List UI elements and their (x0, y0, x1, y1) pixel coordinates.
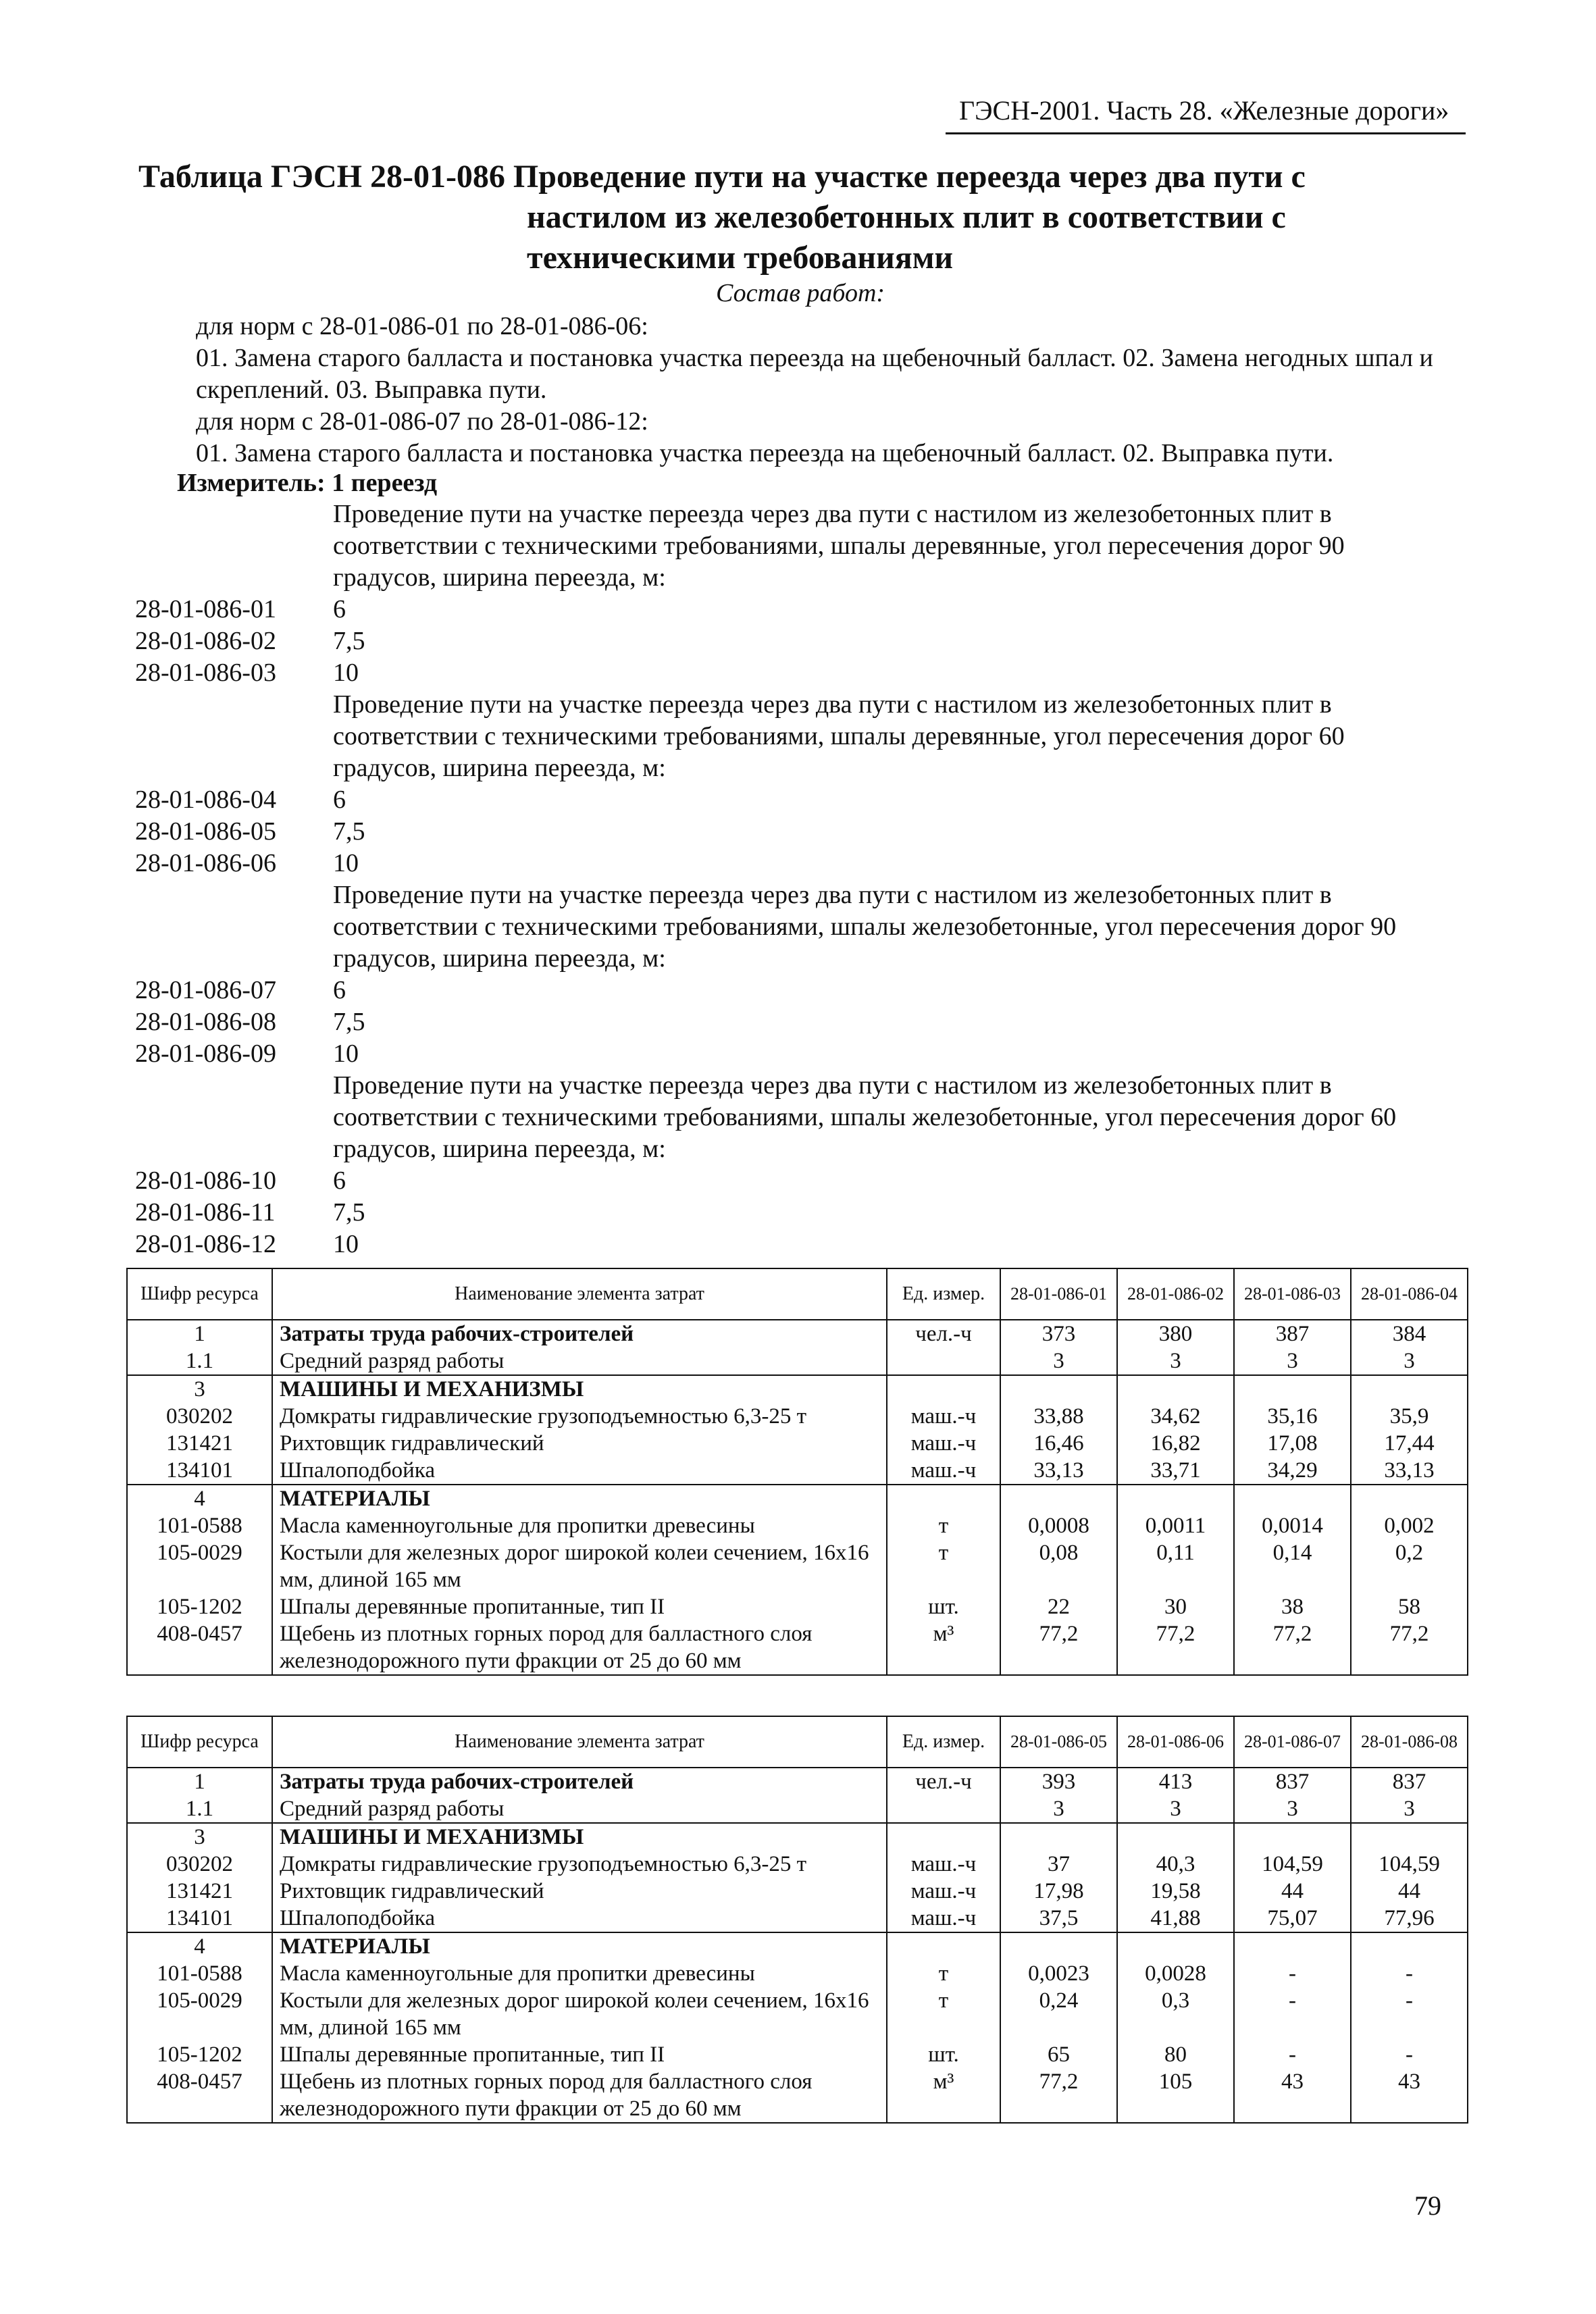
value-cell: 3 (1000, 1347, 1117, 1375)
value-cell: 33,13 (1351, 1457, 1468, 1485)
norm-width: 10 (333, 1230, 359, 1258)
unit-cell: маш.-ч (887, 1851, 1000, 1878)
resource-name-cell: Затраты труда рабочих-строителей (272, 1768, 887, 1795)
value-cell: 43 (1351, 2068, 1468, 2123)
value-cell: 77,2 (1117, 1620, 1234, 1675)
value-cell: 35,9 (1351, 1403, 1468, 1430)
norm-row (135, 784, 365, 816)
value-cell: 37 (1000, 1851, 1117, 1878)
resource-name-cell: Затраты труда рабочих-строителей (272, 1320, 887, 1347)
unit-cell: чел.-ч (887, 1768, 1000, 1795)
norm-code: 28-01-086-12 (135, 1230, 276, 1258)
resource-table-1 (126, 1268, 1468, 1676)
resource-code-cell: 3 (127, 1823, 272, 1851)
resource-code-cell: 4 (127, 1485, 272, 1512)
unit-cell: маш.-ч (887, 1403, 1000, 1430)
value-cell: 3 (1117, 1347, 1234, 1375)
unit-cell: т (887, 1539, 1000, 1593)
resource-code-cell: 105-0029 (127, 1539, 272, 1593)
table-row (127, 1539, 1468, 1593)
table-row (127, 1823, 1468, 1851)
value-cell: - (1234, 2041, 1351, 2068)
resource-code-cell: 1 (127, 1768, 272, 1795)
unit-cell: маш.-ч (887, 1878, 1000, 1905)
value-cell (1000, 1823, 1117, 1851)
resource-code-cell: 030202 (127, 1403, 272, 1430)
norm-width: 7,5 (333, 1008, 365, 1036)
resource-name-cell: Рихтовщик гидравлический (272, 1430, 887, 1457)
value-cell: 104,59 (1234, 1851, 1351, 1878)
resource-code-cell: 3 (127, 1375, 272, 1403)
resource-name-cell: Масла каменноугольные для пропитки древесины (272, 1960, 887, 1987)
title-line-1: Таблица ГЭСН 28-01-086 Проведение пути на участке переезда через два пути с (138, 159, 1306, 195)
norm-row (135, 594, 365, 625)
unit-cell: шт. (887, 1593, 1000, 1620)
unit-cell: маш.-ч (887, 1430, 1000, 1457)
value-cell: 384 (1351, 1320, 1468, 1347)
table-body (127, 1320, 1468, 1675)
value-cell: 30 (1117, 1593, 1234, 1620)
resource-code-cell: 105-0029 (127, 1987, 272, 2041)
table-row (127, 1768, 1468, 1795)
table-row (127, 1851, 1468, 1878)
resource-code-cell: 408-0457 (127, 1620, 272, 1675)
unit-cell: м³ (887, 2068, 1000, 2123)
works-description (128, 311, 1472, 469)
norm-width: 7,5 (333, 1198, 365, 1227)
value-cell (1351, 1485, 1468, 1512)
norm-row (135, 1165, 365, 1197)
resource-code-cell: 1 (127, 1320, 272, 1347)
resource-name-cell: Щебень из плотных горных пород для балластного слоя железнодорожного пути фракции от 25 до 60 мм (272, 1620, 887, 1675)
header-rule (946, 132, 1466, 134)
value-cell: 3 (1234, 1795, 1351, 1823)
resource-code-cell: 030202 (127, 1851, 272, 1878)
unit-cell (887, 1375, 1000, 1403)
value-cell (1117, 1823, 1234, 1851)
norm-row (135, 848, 365, 879)
value-cell: 0,08 (1000, 1539, 1117, 1593)
header-norm-column: 28-01-086-03 (1234, 1268, 1351, 1320)
norm-width: 6 (333, 976, 346, 1004)
value-cell (1234, 1485, 1351, 1512)
norm-width: 10 (333, 659, 359, 687)
norm-list-1 (135, 594, 365, 689)
value-cell: 22 (1000, 1593, 1117, 1620)
norm-width: 10 (333, 1039, 359, 1068)
value-cell: 77,2 (1234, 1620, 1351, 1675)
value-cell: 0,0008 (1000, 1512, 1117, 1539)
norm-code: 28-01-086-03 (135, 659, 276, 687)
value-cell: 34,29 (1234, 1457, 1351, 1485)
norm-description-2: Проведение пути на участке переезда через два пути с настилом из железобетонных плит в соответствии с техническими требованиями, шпалы деревянные, угол пересечения дорог 60 градусов, ширина переезда, м: (333, 690, 1345, 782)
resource-name-cell: МАШИНЫ И МЕХАНИЗМЫ (272, 1375, 887, 1403)
unit-cell (887, 1485, 1000, 1512)
table-row (127, 2041, 1468, 2068)
header-norm-column: 28-01-086-05 (1000, 1716, 1117, 1768)
norm-row (135, 1229, 365, 1260)
norm-row (135, 1006, 365, 1038)
resource-name-cell: МАТЕРИАЛЫ (272, 1485, 887, 1512)
value-cell: 33,13 (1000, 1457, 1117, 1485)
value-cell: 40,3 (1117, 1851, 1234, 1878)
value-cell: 0,002 (1351, 1512, 1468, 1539)
table-row (127, 1430, 1468, 1457)
value-cell: 0,0011 (1117, 1512, 1234, 1539)
value-cell: 0,0028 (1117, 1960, 1234, 1987)
norm-code: 28-01-086-09 (135, 1039, 276, 1068)
value-cell: 0,0023 (1000, 1960, 1117, 1987)
unit-cell (887, 1795, 1000, 1823)
resource-code-cell: 131421 (127, 1878, 272, 1905)
resource-table-2 (126, 1716, 1468, 2124)
value-cell (1234, 1932, 1351, 1960)
table-row (127, 1960, 1468, 1987)
value-cell: 17,08 (1234, 1430, 1351, 1457)
table-row (127, 1347, 1468, 1375)
header-code: Шифр ресурса (127, 1716, 272, 1768)
norm-list-4 (135, 1165, 365, 1260)
value-cell (1351, 1375, 1468, 1403)
value-cell: 104,59 (1351, 1851, 1468, 1878)
value-cell (1234, 1823, 1351, 1851)
works-group1-text (128, 342, 1472, 406)
value-cell: 0,11 (1117, 1539, 1234, 1593)
value-cell: 0,0014 (1234, 1512, 1351, 1539)
resource-code-cell: 134101 (127, 1457, 272, 1485)
norm-code: 28-01-086-08 (135, 1008, 276, 1036)
norm-row (135, 1197, 365, 1229)
unit-cell: шт. (887, 2041, 1000, 2068)
value-cell: 37,5 (1000, 1905, 1117, 1932)
value-cell: - (1351, 1960, 1468, 1987)
resource-name-cell: Шпалы деревянные пропитанные, тип II (272, 1593, 887, 1620)
norm-row (135, 1038, 365, 1070)
resource-code-cell: 4 (127, 1932, 272, 1960)
value-cell: 387 (1234, 1320, 1351, 1347)
table-body (127, 1768, 1468, 2123)
norm-width: 6 (333, 1166, 346, 1195)
resource-name-cell: Костыли для железных дорог широкой колеи сечением, 16х16 мм, длиной 165 мм (272, 1539, 887, 1593)
norm-code: 28-01-086-11 (135, 1198, 276, 1227)
table-row (127, 1905, 1468, 1932)
value-cell: 413 (1117, 1768, 1234, 1795)
norm-code: 28-01-086-05 (135, 817, 276, 846)
value-cell: 35,16 (1234, 1403, 1351, 1430)
table-row (127, 1457, 1468, 1485)
table-row (127, 1485, 1468, 1512)
resource-name-cell: Шпалы деревянные пропитанные, тип II (272, 2041, 887, 2068)
table-row (127, 1403, 1468, 1430)
works-composition-label: Состав работ: (716, 279, 885, 307)
unit-cell: маш.-ч (887, 1905, 1000, 1932)
norm-row (135, 816, 365, 848)
value-cell (1000, 1375, 1117, 1403)
resource-code-cell: 101-0588 (127, 1960, 272, 1987)
value-cell: 33,71 (1117, 1457, 1234, 1485)
value-cell (1117, 1485, 1234, 1512)
value-cell: - (1351, 1987, 1468, 2041)
table-row (127, 1620, 1468, 1675)
value-cell (1000, 1932, 1117, 1960)
resource-name-cell: Средний разряд работы (272, 1347, 887, 1375)
resource-code-cell: 1.1 (127, 1347, 272, 1375)
value-cell: 34,62 (1117, 1403, 1234, 1430)
table-row (127, 1932, 1468, 1960)
value-cell: 41,88 (1117, 1905, 1234, 1932)
resource-code-cell: 105-1202 (127, 2041, 272, 2068)
value-cell: 17,44 (1351, 1430, 1468, 1457)
title-line-3: техническими требованиями (527, 240, 954, 276)
value-cell: - (1234, 1987, 1351, 2041)
value-cell: 17,98 (1000, 1878, 1117, 1905)
value-cell: 837 (1351, 1768, 1468, 1795)
value-cell: 3 (1351, 1795, 1468, 1823)
value-cell: 43 (1234, 2068, 1351, 2123)
value-cell (1351, 1932, 1468, 1960)
header-norm-column: 28-01-086-04 (1351, 1268, 1468, 1320)
table-row (127, 1593, 1468, 1620)
norm-description-3: Проведение пути на участке переезда через два пути с настилом из железобетонных плит в соответствии с техническими требованиями, шпалы железобетонные, угол пересечения дорог 90 градусов, ширина переезда, м: (333, 881, 1397, 973)
value-cell: 77,2 (1351, 1620, 1468, 1675)
value-cell: - (1351, 2041, 1468, 2068)
unit-cell: чел.-ч (887, 1320, 1000, 1347)
table-row (127, 1375, 1468, 1403)
measure-unit: Измеритель: 1 переезд (177, 469, 438, 497)
works-group2-label: для норм с 28-01-086-07 по 28-01-086-12: (196, 407, 648, 436)
header-name: Наименование элемента затрат (272, 1268, 887, 1320)
norm-width: 6 (333, 595, 346, 623)
norm-code: 28-01-086-06 (135, 849, 276, 877)
header-norm-column: 28-01-086-07 (1234, 1716, 1351, 1768)
resource-code-cell: 134101 (127, 1905, 272, 1932)
norm-width: 7,5 (333, 627, 365, 655)
resource-name-cell: Шпалоподбойка (272, 1457, 887, 1485)
value-cell: 75,07 (1234, 1905, 1351, 1932)
value-cell: 38 (1234, 1593, 1351, 1620)
unit-cell: маш.-ч (887, 1457, 1000, 1485)
norm-width: 7,5 (333, 817, 365, 846)
unit-cell: м³ (887, 1620, 1000, 1675)
norm-list-3 (135, 975, 365, 1070)
header-unit: Ед. измер. (887, 1268, 1000, 1320)
unit-cell (887, 1347, 1000, 1375)
resource-code-cell: 1.1 (127, 1795, 272, 1823)
norm-code: 28-01-086-10 (135, 1166, 276, 1195)
resource-code-cell: 101-0588 (127, 1512, 272, 1539)
resource-name-cell: Костыли для железных дорог широкой колеи сечением, 16х16 мм, длиной 165 мм (272, 1987, 887, 2041)
value-cell: 33,88 (1000, 1403, 1117, 1430)
value-cell: 3 (1351, 1347, 1468, 1375)
table-row (127, 1512, 1468, 1539)
table-row (127, 2068, 1468, 2123)
value-cell: 58 (1351, 1593, 1468, 1620)
header-norm-column: 28-01-086-08 (1351, 1716, 1468, 1768)
value-cell: 16,46 (1000, 1430, 1117, 1457)
header-code: Шифр ресурса (127, 1268, 272, 1320)
header-norm-column: 28-01-086-02 (1117, 1268, 1234, 1320)
norm-code: 28-01-086-04 (135, 786, 276, 814)
value-cell (1351, 1823, 1468, 1851)
table-row (127, 1878, 1468, 1905)
unit-cell: т (887, 1987, 1000, 2041)
header-norm-column: 28-01-086-01 (1000, 1268, 1117, 1320)
value-cell: 380 (1117, 1320, 1234, 1347)
value-cell (1117, 1375, 1234, 1403)
value-cell: 393 (1000, 1768, 1117, 1795)
value-cell: 3 (1234, 1347, 1351, 1375)
table-row (127, 1320, 1468, 1347)
value-cell (1234, 1375, 1351, 1403)
header-unit: Ед. измер. (887, 1716, 1000, 1768)
value-cell: 65 (1000, 2041, 1117, 2068)
table-header-row (127, 1716, 1468, 1768)
value-cell: 77,2 (1000, 2068, 1117, 2123)
table-header-row (127, 1268, 1468, 1320)
resource-name-cell: Рихтовщик гидравлический (272, 1878, 887, 1905)
title-line-2: настилом из железобетонных плит в соответствии с (527, 199, 1286, 235)
norm-code: 28-01-086-02 (135, 627, 276, 655)
value-cell: 0,14 (1234, 1539, 1351, 1593)
value-cell: 3 (1117, 1795, 1234, 1823)
works-group1-label: для норм с 28-01-086-01 по 28-01-086-06: (196, 312, 648, 340)
norm-row (135, 975, 365, 1006)
value-cell: 0,24 (1000, 1987, 1117, 2041)
norm-width: 10 (333, 849, 359, 877)
running-head: ГЭСН-2001. Часть 28. «Железные дороги» (959, 95, 1449, 126)
value-cell: 44 (1351, 1878, 1468, 1905)
value-cell: 16,82 (1117, 1430, 1234, 1457)
value-cell (1117, 1932, 1234, 1960)
value-cell: 0,2 (1351, 1539, 1468, 1593)
value-cell: 77,2 (1000, 1620, 1117, 1675)
resource-name-cell: МАТЕРИАЛЫ (272, 1932, 887, 1960)
norm-list-2 (135, 784, 365, 879)
unit-cell (887, 1823, 1000, 1851)
works-group1-text-content: 01. Замена старого балласта и постановка участка переезда на щебеночный балласт. 02. Замена негодных шпал и скреплений. 03. Выправка пути. (196, 344, 1433, 404)
resource-name-cell: Шпалоподбойка (272, 1905, 887, 1932)
value-cell: 19,58 (1117, 1878, 1234, 1905)
unit-cell: т (887, 1960, 1000, 1987)
page-number: 79 (1414, 2190, 1441, 2221)
resource-name-cell: Масла каменноугольные для пропитки древесины (272, 1512, 887, 1539)
header-norm-column: 28-01-086-06 (1117, 1716, 1234, 1768)
header-name: Наименование элемента затрат (272, 1716, 887, 1768)
norm-code: 28-01-086-01 (135, 595, 276, 623)
norm-width: 6 (333, 786, 346, 814)
value-cell: 44 (1234, 1878, 1351, 1905)
value-cell: 80 (1117, 2041, 1234, 2068)
value-cell: 373 (1000, 1320, 1117, 1347)
value-cell: - (1234, 1960, 1351, 1987)
resource-name-cell: Домкраты гидравлические грузоподъемностью 6,3-25 т (272, 1403, 887, 1430)
norm-description-1: Проведение пути на участке переезда через два пути с настилом из железобетонных плит в соответствии с техническими требованиями, шпалы деревянные, угол пересечения дорог 90 градусов, ширина переезда, м: (333, 500, 1345, 592)
resource-code-cell: 131421 (127, 1430, 272, 1457)
norm-row (135, 625, 365, 657)
norm-row (135, 657, 365, 689)
resource-name-cell: Щебень из плотных горных пород для балластного слоя железнодорожного пути фракции от 25 до 60 мм (272, 2068, 887, 2123)
value-cell: 3 (1000, 1795, 1117, 1823)
resource-code-cell: 105-1202 (127, 1593, 272, 1620)
norm-description-4: Проведение пути на участке переезда через два пути с настилом из железобетонных плит в соответствии с техническими требованиями, шпалы железобетонные, угол пересечения дорог 60 градусов, ширина переезда, м: (333, 1071, 1397, 1163)
works-group2-text: 01. Замена старого балласта и постановка участка переезда на щебеночный балласт. 02. Выправка пути. (196, 439, 1334, 467)
resource-code-cell: 408-0457 (127, 2068, 272, 2123)
table-row (127, 1795, 1468, 1823)
norm-code: 28-01-086-07 (135, 976, 276, 1004)
resource-name-cell: Средний разряд работы (272, 1795, 887, 1823)
value-cell (1000, 1485, 1117, 1512)
table-title (138, 157, 1408, 278)
unit-cell: т (887, 1512, 1000, 1539)
value-cell: 77,96 (1351, 1905, 1468, 1932)
value-cell: 105 (1117, 2068, 1234, 2123)
unit-cell (887, 1932, 1000, 1960)
resource-name-cell: МАШИНЫ И МЕХАНИЗМЫ (272, 1823, 887, 1851)
value-cell: 0,3 (1117, 1987, 1234, 2041)
table-row (127, 1987, 1468, 2041)
value-cell: 837 (1234, 1768, 1351, 1795)
resource-name-cell: Домкраты гидравлические грузоподъемностью 6,3-25 т (272, 1851, 887, 1878)
